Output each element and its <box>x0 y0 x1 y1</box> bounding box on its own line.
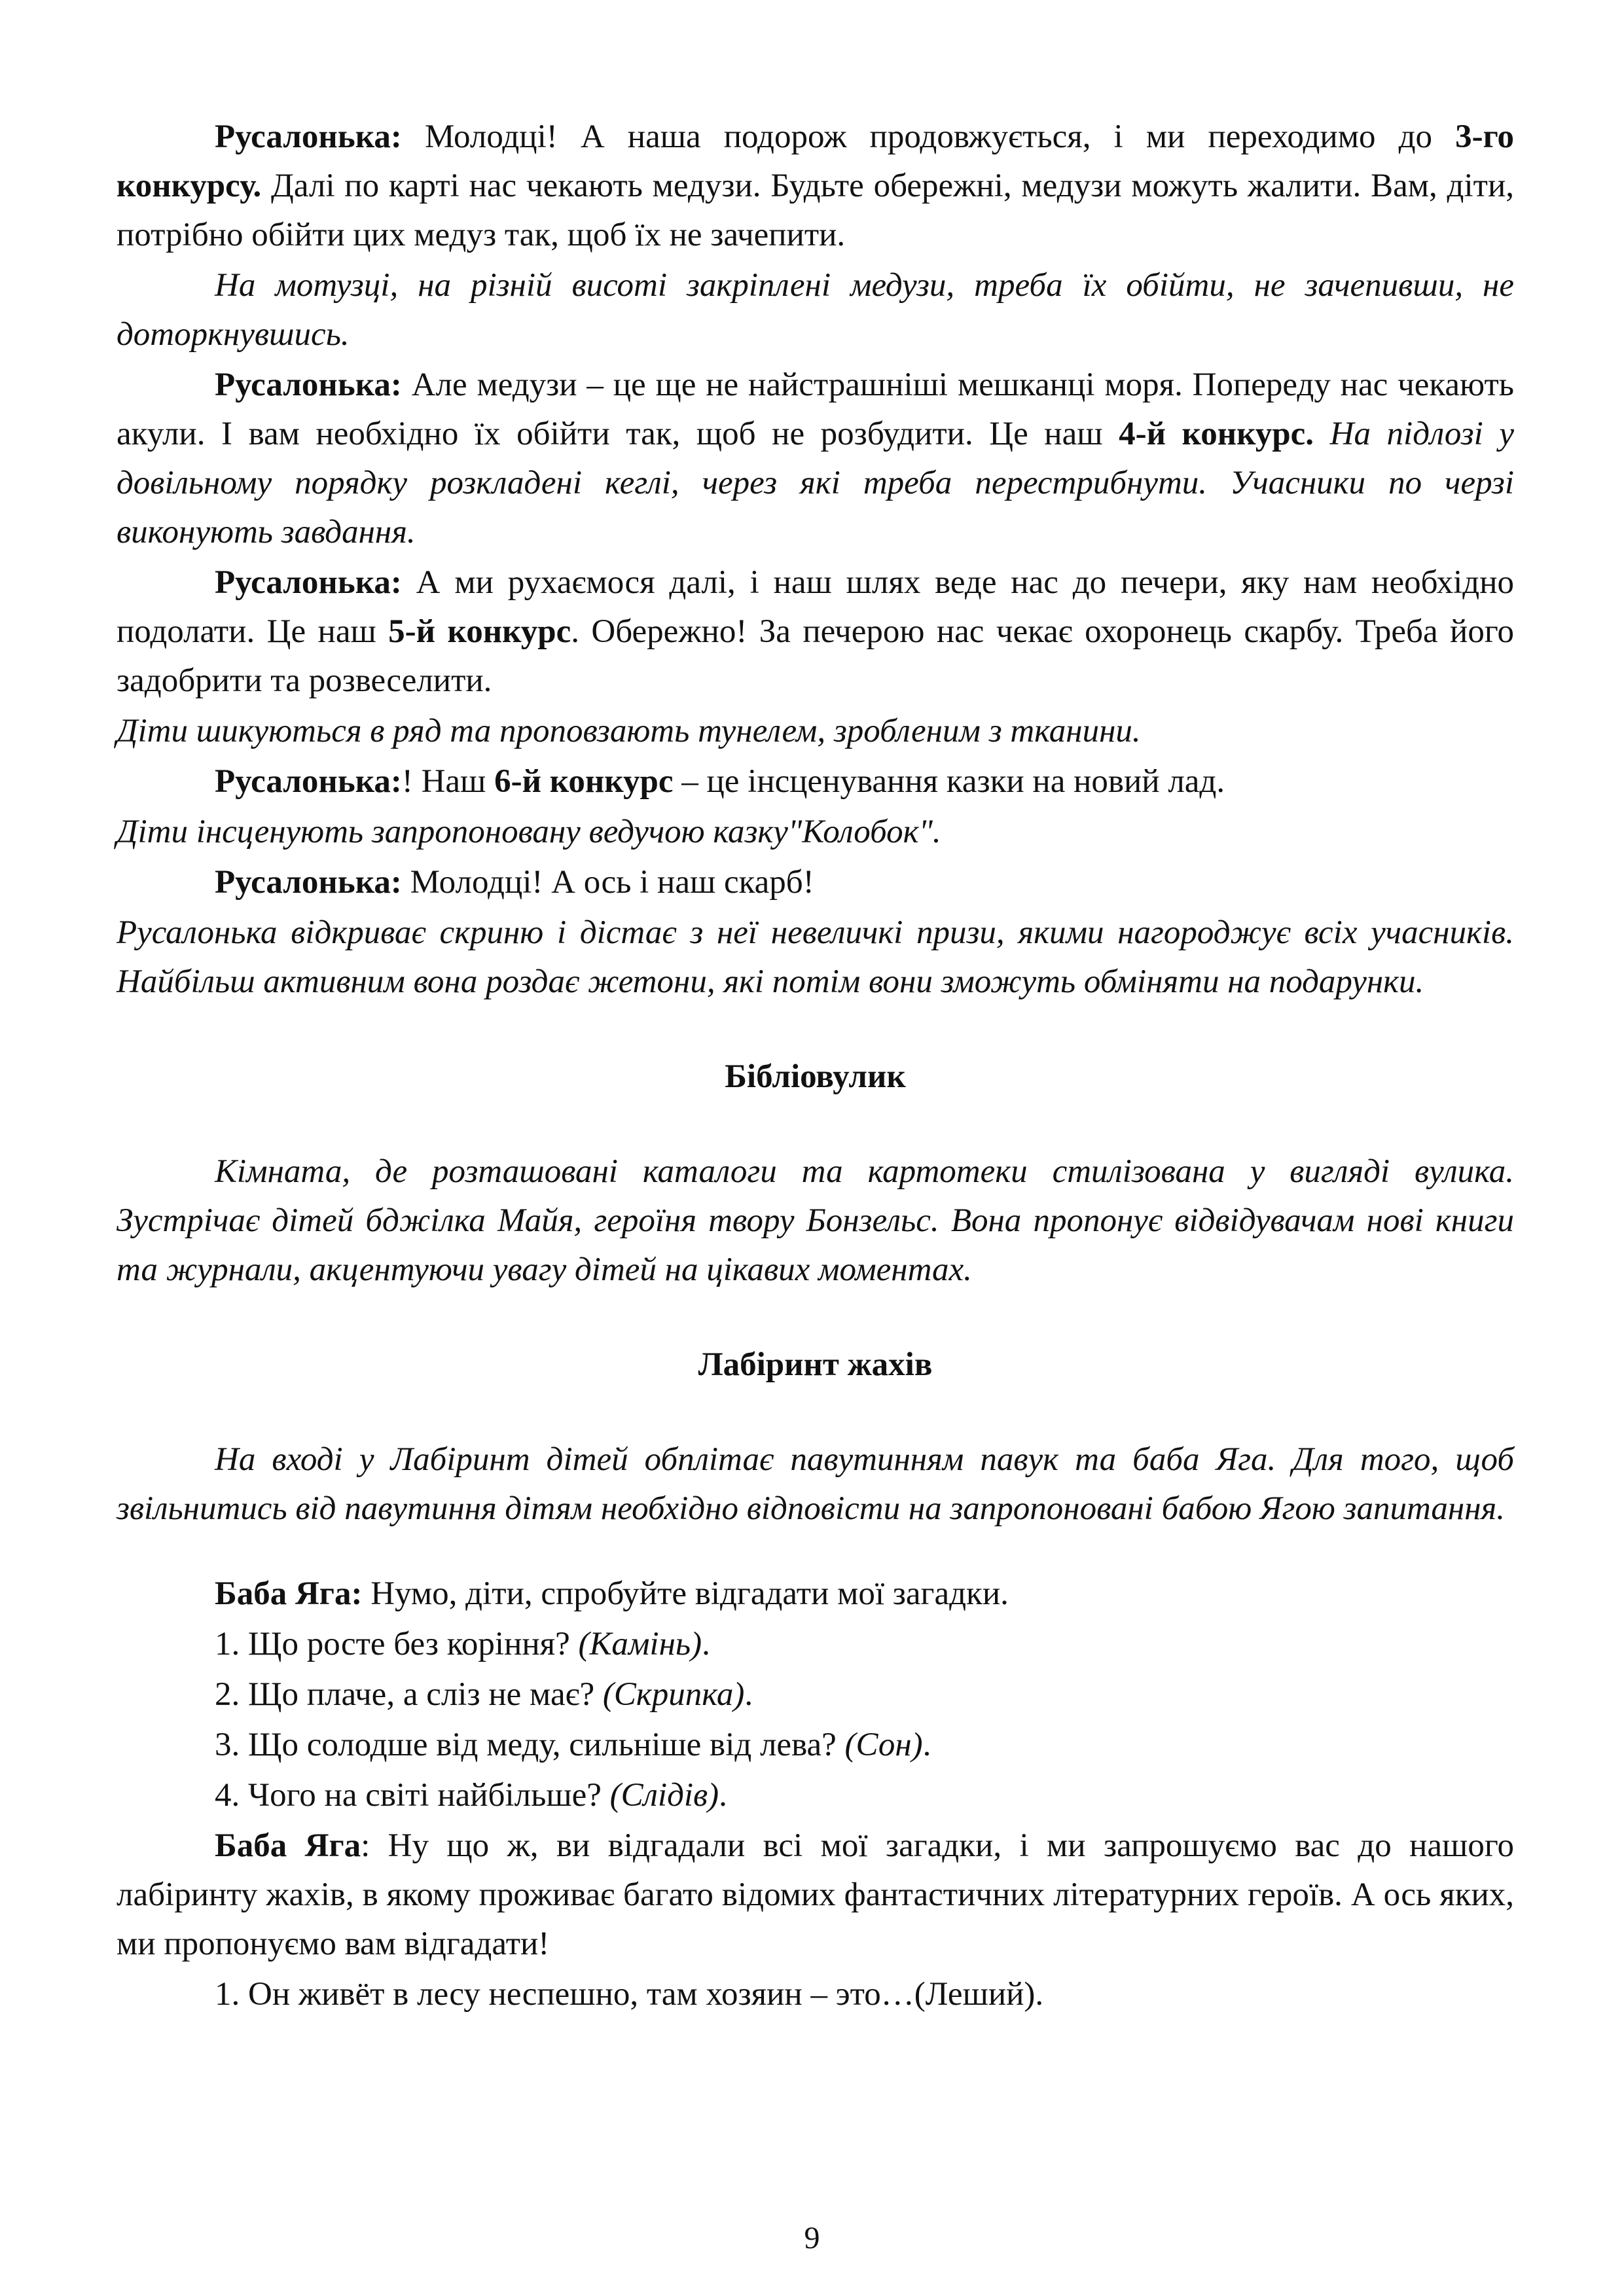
paragraph-text: А ми рухаємося далі, і наш шлях веде нас до печери, яку нам необхідно подолати. Це наш <box>117 564 1514 650</box>
stage-direction-kolobok: Діти інсценують запропоновану ведучою казку"Колобок". <box>117 814 941 850</box>
contest-label: 4-й конкурс. <box>1119 416 1314 452</box>
paragraph-text: Молодці! А наша подорож продовжується, і ми переходимо до <box>401 118 1456 155</box>
contest-label: 5-й конкурс <box>388 613 571 650</box>
riddle-answer: (Сон) <box>844 1727 923 1763</box>
stage-direction-jellyfish: На мотузці, на різній висоті закріплені медузи, треба їх обійти, не зачепивши, не доторкнувшись. <box>117 267 1514 353</box>
section-heading-bibliovulyk: Бібліовулик <box>725 1058 906 1095</box>
stage-direction-prizes: Русалонька відкриває скриню і дістає з неї невеличкі призи, якими нагороджує всіх учасників. Найбільш активним вона роздає жетони, які потім вони зможуть обміняти на подарунки. <box>117 914 1514 1000</box>
paragraph-bibliovulyk: Кімната, де розташовані каталоги та картотеки стилізована у вигляді вулика. Зустрічає дітей бджілка Майя, героїня твору Бонзельс. Вона пропонує відвідувачам нові книги та журнали, акцентуючи увагу дітей на цікавих моментах. <box>117 1153 1514 1288</box>
paragraph-text: – це інсценування казки на новий лад. <box>673 763 1225 800</box>
riddle-end: . <box>744 1676 753 1713</box>
paragraph-labyrinth-intro: На вході у Лабіринт дітей обплітає павутинням павук та баба Яга. Для того, щоб звільнитись від павутиння дітям необхідно відповісти на запропоновані бабою Ягою запитання. <box>117 1441 1514 1527</box>
paragraph-contest-6 <box>117 757 1514 806</box>
speaker-label: Русалонька: <box>215 118 402 155</box>
paragraph-text: ! Наш <box>401 763 495 800</box>
stage-direction-pins: На підлозі у довільному порядку розкладені кеглі, через які треба перестрибнути. Учасники по черзі виконують завдання. <box>117 416 1514 550</box>
paragraph-contest-4 <box>117 361 1514 557</box>
paragraph-text: Нумо, діти, спробуйте відгадати мої загадки. <box>362 1575 1009 1612</box>
riddle-item <box>117 1771 1514 1820</box>
paragraph-text: Молодці! А ось і наш скарб! <box>401 864 814 901</box>
page-number: 9 <box>804 2221 820 2255</box>
riddle-question: 3. Що солодше від меду, сильніше від лева? <box>215 1727 845 1763</box>
speaker-label: Русалонька: <box>215 864 402 901</box>
contest-label: 6-й конкурс <box>494 763 674 800</box>
riddle-end: . <box>719 1777 727 1814</box>
paragraph-treasure <box>117 858 1514 907</box>
riddle-item <box>117 1721 1514 1770</box>
riddle-answer: (Слідів) <box>609 1777 719 1814</box>
speaker-label: Баба Яга: <box>215 1575 363 1612</box>
riddle-answer: (Скрипка) <box>602 1676 745 1713</box>
riddle-question: 1. Що росте без коріння? <box>215 1626 579 1662</box>
riddle-item <box>117 1620 1514 1669</box>
paragraph-contest-5 <box>117 558 1514 706</box>
paragraph-text: : Ну що ж, ви відгадали всі мої загадки, і ми запрошуємо вас до нашого лабіринту жахів, в якому проживає багато відомих фантастичних літературних героїв. А ось яких, ми пропонуємо вам відгадати! <box>117 1827 1514 1962</box>
speaker-label: Русалонька: <box>215 564 402 601</box>
contest-label: 3-го конкурсу. <box>117 118 1514 204</box>
riddle-question: 2. Що плаче, а сліз не має? <box>215 1676 603 1713</box>
paragraph-text: Але медузи – це ще не найстрашніші мешканці моря. Попереду нас чекають акули. І вам необхідно їх обійти так, щоб не розбудити. Це наш <box>117 367 1514 452</box>
paragraph-riddles-intro <box>117 1570 1514 1619</box>
riddle-end: . <box>922 1727 931 1763</box>
paragraph-text: Далі по карті нас чекають медузи. Будьте обережні, медузи можуть жалити. Вам, діти, потрібно обійти цих медуз так, щоб їх не зачепити. <box>117 168 1514 253</box>
paragraph-text: . Обережно! За печерою нас чекає охоронець скарбу. Треба його задобрити та розвеселити. <box>117 613 1514 699</box>
text-column <box>117 113 1514 2019</box>
stage-direction-tunnel: Діти шикуються в ряд та проповзають тунелем, зробленим з тканини. <box>117 713 1141 749</box>
riddle-question: 4. Чого на світі найбільше? <box>215 1777 610 1814</box>
riddle-answer: (Камінь) <box>578 1626 702 1662</box>
riddle-end: . <box>702 1626 710 1662</box>
speaker-label: Русалонька: <box>215 763 402 800</box>
speaker-label: Русалонька: <box>215 367 402 403</box>
paragraph-labyrinth-outro <box>117 1821 1514 1969</box>
paragraph-contest-3 <box>117 113 1514 260</box>
speaker-label: Баба Яга <box>215 1827 361 1864</box>
section-heading-labyrinth: Лабіринт жахів <box>698 1346 933 1383</box>
riddle-item-leshy: 1. Он живёт в лесу неспешно, там хозяин – это…(Леший). <box>215 1976 1044 2013</box>
riddle-item <box>117 1670 1514 1719</box>
